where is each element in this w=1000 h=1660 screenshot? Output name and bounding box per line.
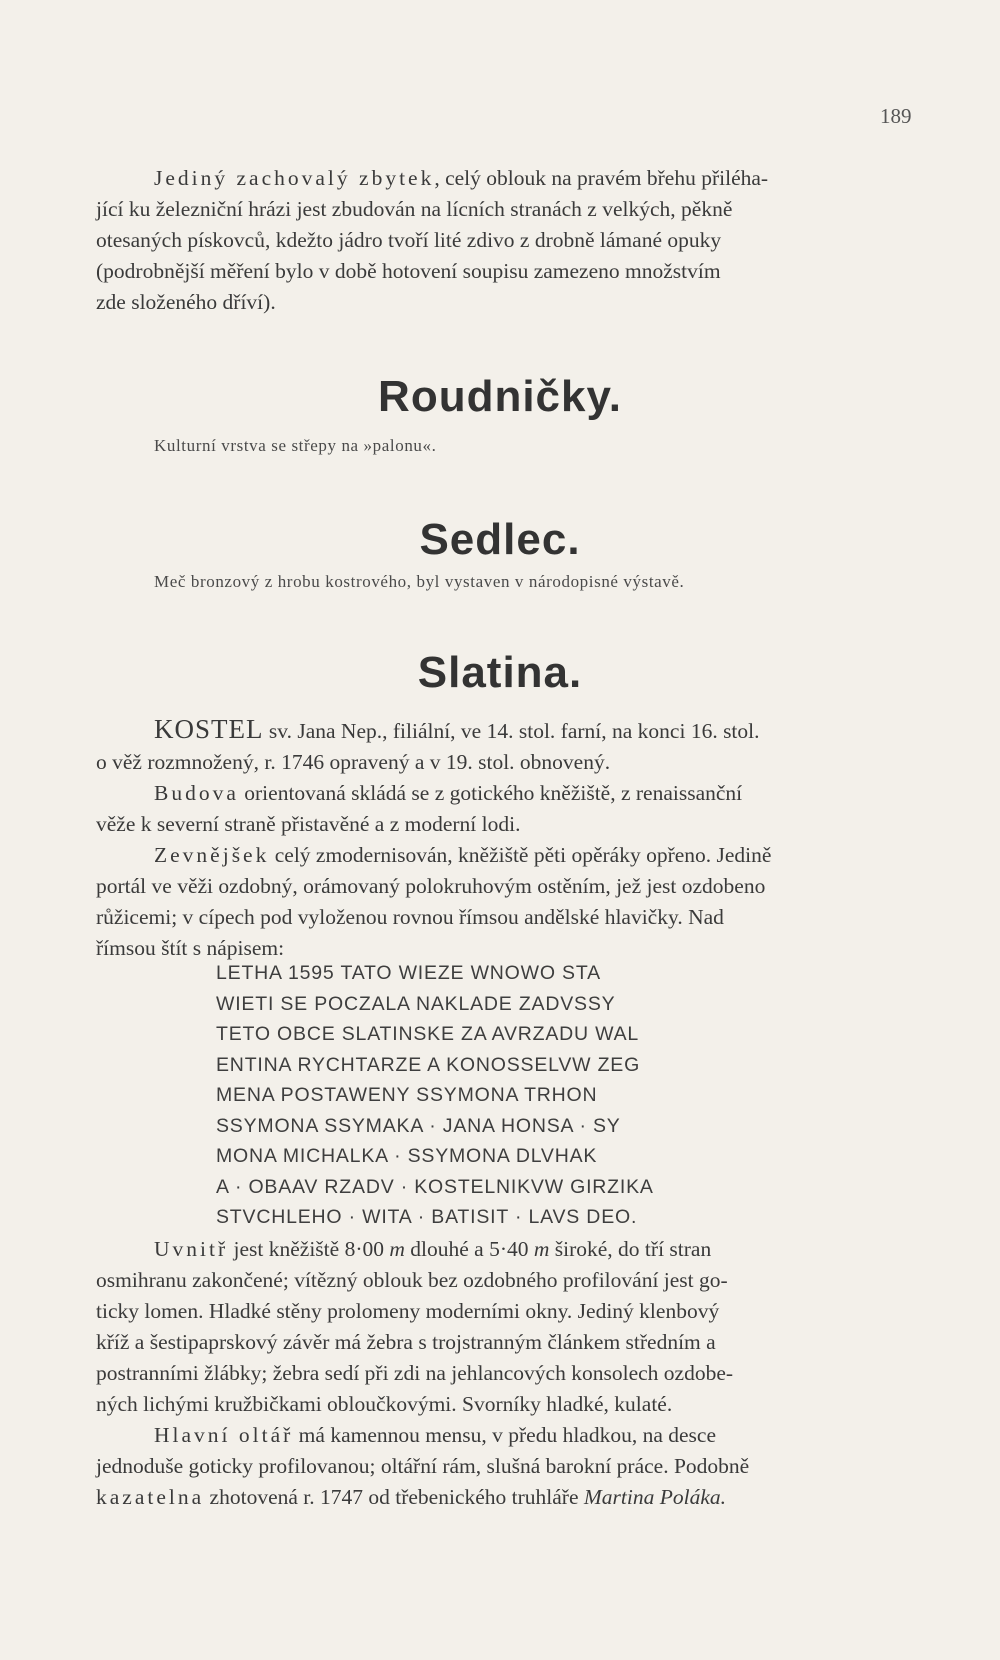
spaced-lead: Zevnějšek: [154, 843, 270, 867]
kostel-label: KOSTEL: [154, 714, 264, 744]
inscription-block: [216, 958, 654, 1233]
section-note-sedlec: Meč bronzový z hrobu kostrového, byl vystaven v národopisné výstavě.: [154, 572, 685, 591]
spaced-lead: Budova: [154, 781, 239, 805]
section-title-roudnicky: Roudničky.: [378, 372, 622, 421]
zevnejsek-line: římsou štít s nápisem:: [96, 936, 285, 960]
uvnitr-line: osmihranu zakončené; vítězný oblouk bez ozdobného profilování jest go-: [96, 1268, 728, 1292]
interior-paragraph: [96, 1234, 926, 1513]
uvnitr-line: postranními žlábky; žebra sedí při zdi na jehlancových konsolech ozdobe-: [96, 1361, 734, 1385]
author-name: Martina Poláka.: [583, 1485, 727, 1509]
spaced-lead: kazatelna: [96, 1485, 205, 1509]
zevnejsek-line: portál ve věži ozdobný, orámovaný polokruhovým ostěním, jež jest ozdobeno: [96, 874, 766, 898]
section-title-sedlec: Sedlec.: [419, 515, 581, 564]
oltar-line: Hlavní oltář má kamennou mensu, v předu hladkou, na desce: [154, 1423, 717, 1447]
spaced-lead: Hlavní oltář: [154, 1423, 294, 1447]
page-number: 189: [880, 104, 912, 128]
inscription-line: WIETI SE POCZALA NAKLADE ZADVSSY: [216, 992, 616, 1015]
section-title-slatina: Slatina.: [417, 648, 583, 697]
kazatelna-line: kazatelna zhotovená r. 1747 od třebenického truhláře Martina Poláka.: [96, 1485, 727, 1509]
spaced-lead: Uvnitř: [154, 1237, 229, 1261]
intro-line: (podrobnější měření bylo v době hotovení soupisu zamezeno množstvím: [96, 259, 721, 283]
zevnejsek-line: Zevnějšek celý zmodernisován, kněžiště pěti opěráky opřeno. Jedině: [154, 843, 772, 867]
oltar-line: jednoduše goticky profilovanou; oltářní rám, slušná barokní práce. Podobně: [96, 1454, 750, 1478]
section-note-roudnicky: Kulturní vrstva se střepy na »palonu«.: [154, 436, 437, 455]
inscription-line: MONA MICHALKA · SSYMONA DLVHAK: [216, 1145, 598, 1167]
unit-m: m: [533, 1237, 550, 1261]
uvnitr-line: ticky lomen. Hladké stěny prolomeny moderními okny. Jediný klenbový: [96, 1299, 720, 1323]
unit-m: m: [389, 1237, 405, 1261]
uvnitr-line: ných lichými kružbičkami obloučkovými. Svorníky hladké, kulaté.: [96, 1392, 673, 1416]
intro-line: otesaných pískovců, kdežto jádro tvoří lité zdivo z drobně lámané opuky: [96, 228, 722, 252]
budova-line: věže k severní straně přistavěné a z moderní lodi.: [96, 812, 521, 836]
inscription-line: MENA POSTAWENY SSYMONA TRHON: [216, 1084, 598, 1106]
intro-line: Jediný zachovalý zbytek, celý oblouk na pravém břehu přiléha-: [154, 166, 769, 190]
inscription-line: SSYMONA SSYMAKA · JANA HONSA · SY: [216, 1114, 621, 1137]
zevnejsek-line: růžicemi; v cípech pod vyloženou rovnou římsou andělské hlavičky. Nad: [96, 905, 724, 929]
budova-line: Budova orientovaná skládá se z gotického kněžiště, z renaissanční: [154, 781, 743, 805]
inscription-line: TETO OBCE SLATINSKE ZA AVRZADU WAL: [216, 1023, 640, 1045]
inscription-line: ENTINA RYCHTARZE A KONOSSELVW ZEG: [216, 1053, 641, 1076]
uvnitr-line: Uvnitř jest kněžiště 8·00 m dlouhé a 5·40 m široké, do tří stran: [154, 1237, 712, 1261]
intro-paragraph: [96, 163, 926, 318]
spaced-lead: Jediný zachovalý zbytek: [154, 166, 435, 190]
intro-line: jící ku železniční hrázi jest zbudován na lícních stranách z velkých, pěkně: [96, 197, 733, 221]
inscription-line: LETHA 1595 TATO WIEZE WNOWO STA: [216, 962, 601, 984]
uvnitr-line: kříž a šestipaprskový závěr má žebra s trojstranným článkem středním a: [96, 1330, 716, 1354]
intro-line: zde složeného dříví).: [96, 290, 276, 314]
kostel-line: KOSTEL sv. Jana Nep., filiální, ve 14. stol. farní, na konci 16. stol.: [154, 714, 760, 744]
kostel-paragraph: [96, 714, 926, 964]
inscription-line: STVCHLEHO · WITA · BATISIT · LAVS DEO.: [216, 1206, 638, 1228]
inscription-line: A · OBAAV RZADV · KOSTELNIKVW GIRZIKA: [216, 1175, 654, 1198]
kostel-line: o věž rozmnožený, r. 1746 opravený a v 19. stol. obnovený.: [96, 750, 611, 774]
